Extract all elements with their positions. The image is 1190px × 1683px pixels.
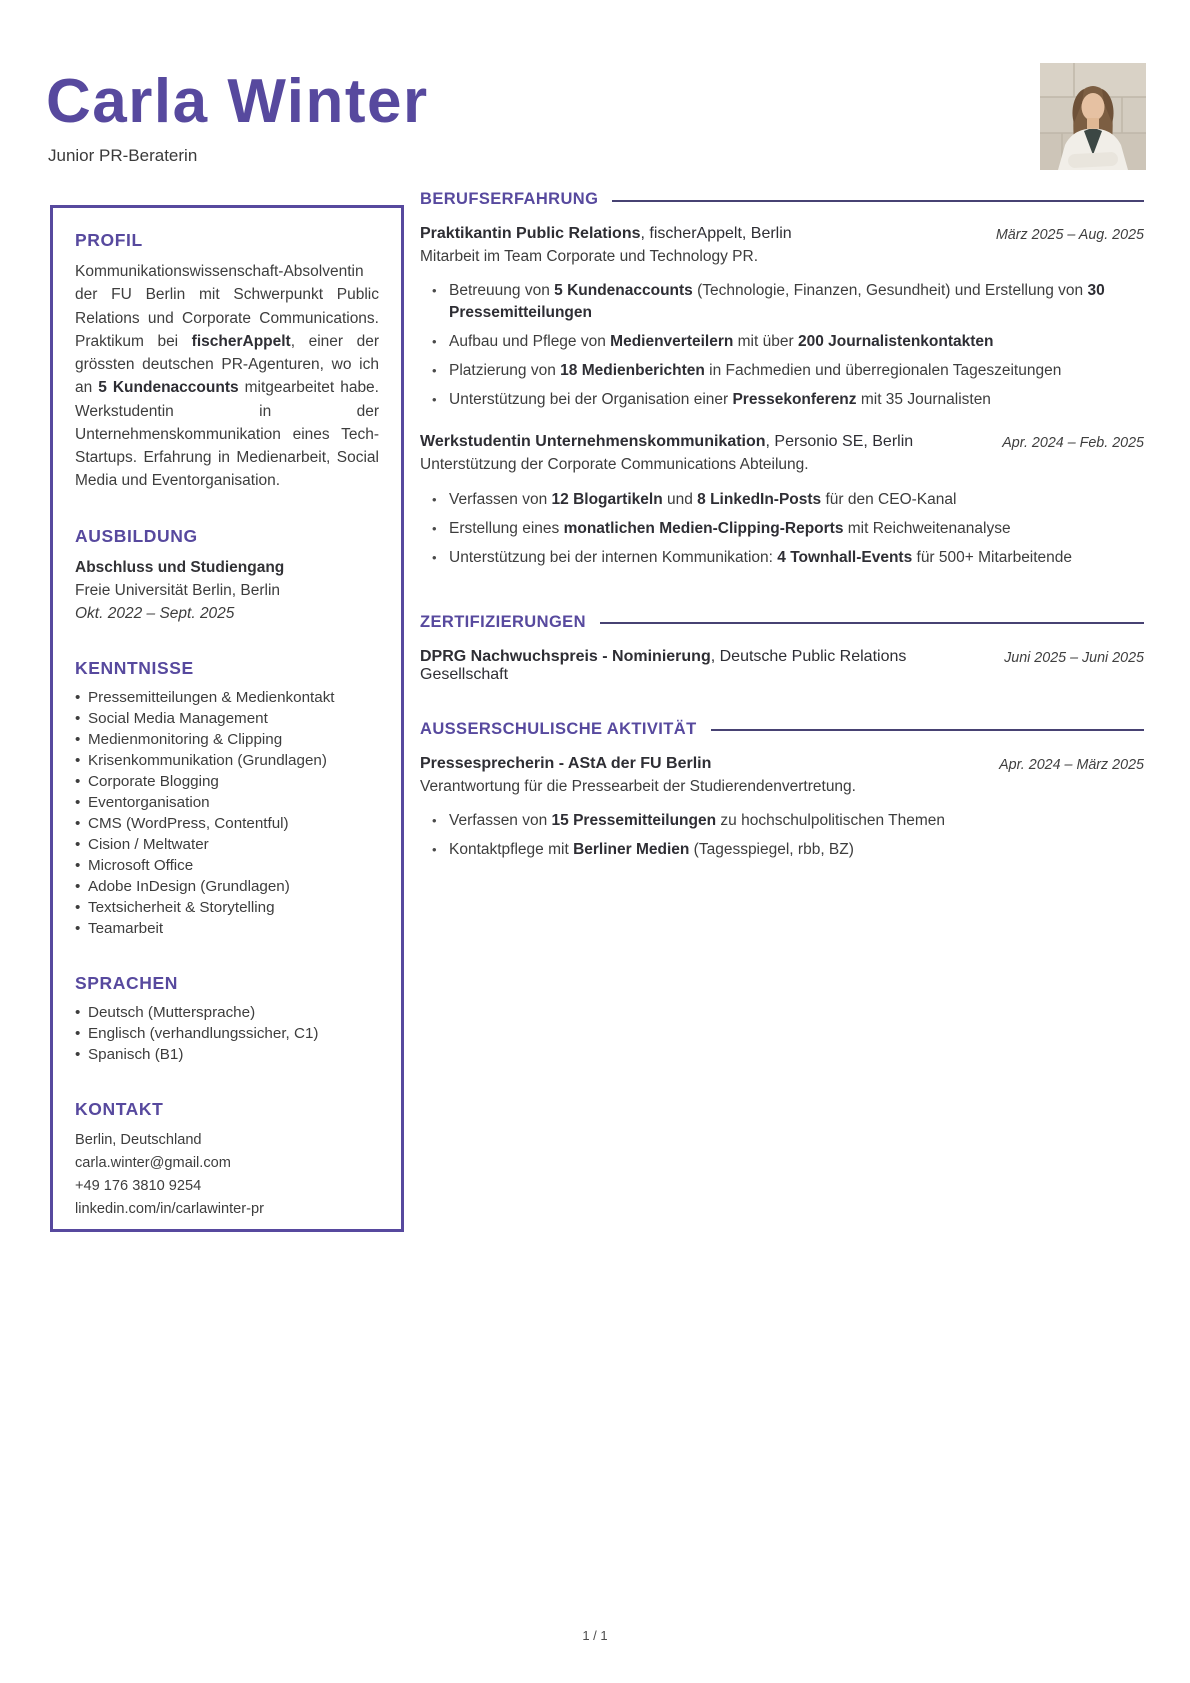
entry-title-row	[420, 648, 1144, 684]
bullet-item: • Aufbau und Pflege von Medienverteilern mit über 200 Journalistenkontakten	[432, 331, 1144, 353]
section-divider-line	[612, 200, 1144, 202]
section-header-berufserfahrung	[420, 190, 1144, 209]
skill-item: • Teamarbeit	[75, 919, 379, 940]
entry-subtitle: Unterstützung der Corporate Communications Abteilung.	[420, 456, 809, 474]
education-degree: Abschluss und Studiengang	[75, 558, 285, 576]
entry-subtitle: Mitarbeit im Team Corporate und Technology PR.	[420, 248, 759, 265]
entry-title-row	[420, 225, 1144, 243]
entry-title-row	[420, 755, 1144, 773]
entry-title	[420, 225, 996, 243]
experience-entry	[420, 225, 1144, 411]
bullet-item: • Erstellung eines monatlichen Medien-Clipping-Reports mit Reichweitenanalyse	[432, 518, 1144, 540]
section-title: AUSSERSCHULISCHE AKTIVITÄT	[420, 719, 697, 738]
skill-item: • CMS (WordPress, Contentful)	[75, 814, 379, 835]
entry-role: Praktikantin Public Relations	[420, 225, 641, 242]
kontakt-heading: KONTAKT	[75, 1098, 164, 1119]
contact-linkedin: linkedin.com/in/carlawinter-pr	[75, 1200, 264, 1217]
skill-item: • Corporate Blogging	[75, 772, 379, 793]
bullet-item: • Platzierung von 18 Medienberichten in Fachmedien und überregionalen Tageszeitungen	[432, 360, 1144, 382]
sidebar-section-kenntnisse	[75, 658, 379, 940]
sidebar-section-ausbildung	[75, 526, 379, 626]
entry-dates: Apr. 2024 – März 2025	[999, 756, 1144, 773]
contact-email: carla.winter@gmail.com	[75, 1154, 231, 1171]
section-header-zertifizierungen	[420, 613, 1144, 632]
bullet-item: • Unterstützung bei der Organisation einer Pressekonferenz mit 35 Journalisten	[432, 389, 1144, 411]
profil-heading: PROFIL	[75, 230, 143, 250]
languages-list	[75, 1003, 379, 1066]
education-dates: Okt. 2022 – Sept. 2025	[75, 605, 235, 622]
page-number: 1 / 1	[582, 1628, 608, 1643]
profil-text: Kommunikationswissenschaft-Absolventin der FU Berlin mit Schwerpunkt Public Relations und Corporate Communications. Praktikum bei fischerAppelt, einer der grössten deutschen PR-Agenturen, wo ich an 5 Kundenaccounts mitgearbeitet habe. Werkstudentin in der Unternehmenskommunikation eines Tech-Startups. Erfahrung in Medienarbeit, Social Media und Eventorganisation.	[75, 263, 379, 490]
entry-subtitle: Verantwortung für die Pressearbeit der Studierendenvertretung.	[420, 777, 856, 795]
certification-entry	[420, 648, 1144, 684]
bullet-item: • Kontaktpflege mit Berliner Medien (Tagesspiegel, rbb, BZ)	[432, 839, 1144, 861]
entry-org: , Personio SE, Berlin	[765, 433, 914, 451]
section-gap	[420, 591, 1144, 613]
entry-org: , Deutsche Public Relations Gesellschaft	[420, 647, 907, 683]
activity-entry	[420, 755, 1144, 861]
entry-bullet-list	[432, 280, 1144, 411]
skill-item: • Pressemitteilungen & Medienkontakt	[75, 688, 379, 709]
entry-dates: Apr. 2024 – Feb. 2025	[1002, 435, 1144, 452]
entry-bullet-list	[432, 489, 1144, 569]
entry-role: DPRG Nachwuchspreis - Nominierung	[420, 647, 711, 665]
main-column	[420, 190, 1144, 883]
ausbildung-heading: AUSBILDUNG	[75, 525, 198, 546]
bullet-item: • Unterstützung bei der internen Kommunikation: 4 Townhall-Events für 500+ Mitarbeitende	[432, 547, 1144, 569]
entry-dates: März 2025 – Aug. 2025	[995, 227, 1144, 243]
skill-item: • Cision / Meltwater	[75, 835, 379, 856]
bullet-item: • Betreuung von 5 Kundenaccounts (Technologie, Finanzen, Gesundheit) und Erstellung von 30 Pressemitteilungen	[432, 280, 1144, 324]
entry-dates: Juni 2025 – Juni 2025	[1004, 649, 1144, 666]
sidebar-section-kontakt	[75, 1099, 379, 1221]
profile-photo	[1040, 63, 1146, 170]
entry-role: Pressesprecherin - AStA der FU Berlin	[420, 754, 712, 772]
experience-entry	[420, 433, 1144, 568]
person-name: Carla Winter	[46, 67, 429, 136]
entry-title	[420, 433, 1002, 451]
skill-item: • Eventorganisation	[75, 793, 379, 814]
contact-phone: +49 176 3810 9254	[75, 1177, 202, 1194]
sidebar-section-profil	[75, 230, 379, 493]
section-title: BERUFSERFAHRUNG	[420, 190, 599, 208]
section-title: ZERTIFIZIERUNGEN	[420, 612, 586, 631]
bullet-item: • Verfassen von 15 Pressemitteilungen zu hochschulpolitischen Themen	[432, 810, 1144, 832]
skill-item: • Social Media Management	[75, 709, 379, 730]
entry-title-row	[420, 433, 1144, 451]
person-job-title: Junior PR-Beraterin	[48, 146, 198, 165]
entry-title	[420, 755, 999, 773]
section-divider-line	[600, 622, 1144, 624]
skill-item: • Textsicherheit & Storytelling	[75, 898, 379, 919]
education-school: Freie Universität Berlin, Berlin	[75, 581, 281, 599]
sprachen-heading: SPRACHEN	[75, 972, 179, 993]
language-item: • Deutsch (Muttersprache)	[75, 1003, 379, 1024]
language-item: • Englisch (verhandlungssicher, C1)	[75, 1024, 379, 1045]
sidebar	[50, 205, 404, 1232]
kenntnisse-heading: KENNTNISSE	[75, 658, 194, 679]
skills-list	[75, 688, 379, 940]
skill-item: • Adobe InDesign (Grundlagen)	[75, 877, 379, 898]
contact-location: Berlin, Deutschland	[75, 1131, 202, 1148]
section-gap	[420, 698, 1144, 720]
sidebar-section-sprachen	[75, 973, 379, 1066]
section-header-aktivitaet	[420, 720, 1144, 739]
bullet-item: • Verfassen von 12 Blogartikeln und 8 LinkedIn-Posts für den CEO-Kanal	[432, 489, 1144, 511]
entry-role: Werkstudentin Unternehmenskommunikation	[420, 433, 766, 451]
entry-bullet-list	[432, 810, 1144, 861]
language-item: • Spanisch (B1)	[75, 1045, 379, 1066]
section-divider-line	[711, 729, 1144, 731]
skill-item: • Microsoft Office	[75, 856, 379, 877]
entry-org: , fischerAppelt, Berlin	[640, 225, 792, 242]
skill-item: • Krisenkommunikation (Grundlagen)	[75, 751, 379, 772]
profile-photo-illustration	[1040, 63, 1146, 170]
entry-title	[420, 648, 1004, 684]
skill-item: • Medienmonitoring & Clipping	[75, 730, 379, 751]
